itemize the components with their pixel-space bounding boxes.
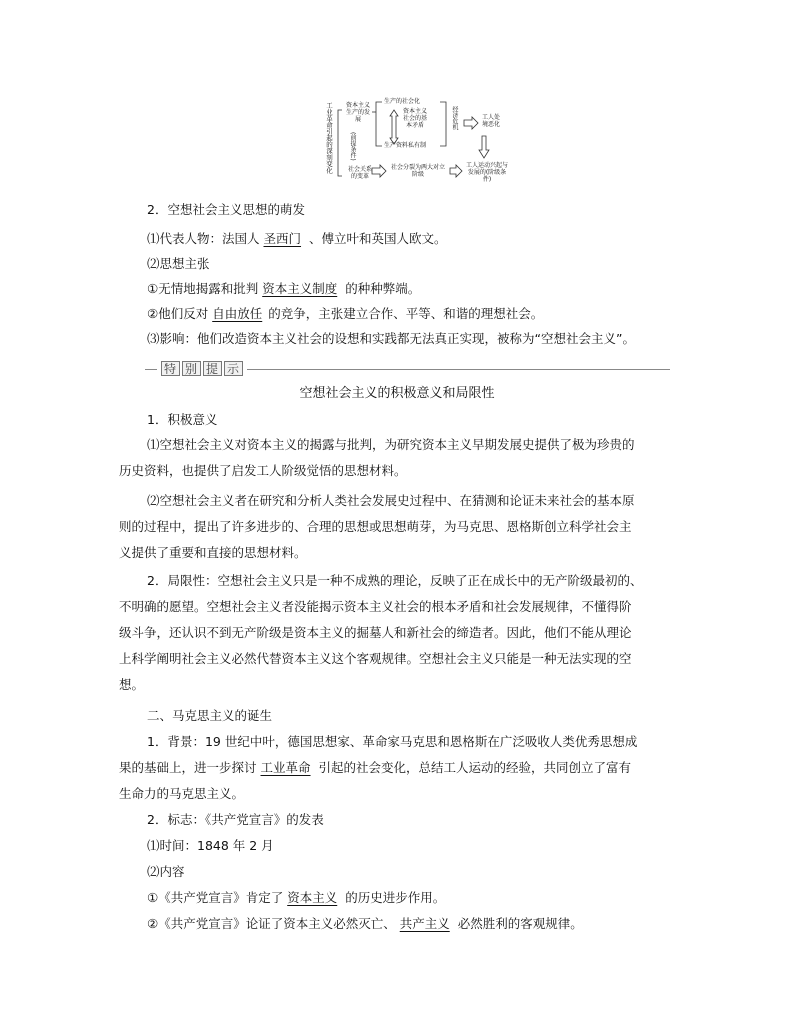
tip-paragraph: 义提供了重要和直接的思想材料。 xyxy=(119,545,307,560)
tip-paragraph: 历史资料，也提供了启发工人阶级觉悟的思想材料。 xyxy=(119,463,407,478)
text: ①《共产党宣言》肯定了 xyxy=(147,890,284,905)
text: ②《共产党宣言》论证了资本主义必然灭亡、 xyxy=(147,916,396,931)
tip-limitations: 上科学阐明社会主义必然代替资本主义这个客观规律。空想社会主义只能是一种无法实现的空 xyxy=(119,651,632,666)
section-heading: 2．空想社会主义思想的萌发 xyxy=(147,202,305,217)
diagram-classes: 社会分裂为两大对立阶级 xyxy=(390,164,445,178)
text: 的历史进步作用。 xyxy=(345,890,446,905)
time-line: ⑴时间：1848 年 2 月 xyxy=(147,838,274,853)
tip-limitations: 级斗争，还认识不到无产阶级是资本主义的掘墓人和新社会的缔造者。因此，他们不能从理论 xyxy=(119,625,632,640)
tip-tag-char: 示 xyxy=(224,361,243,376)
diagram-vertical-label: 工业革命引起的深刻变化 xyxy=(325,102,333,174)
diagram-socialization: 生产的社会化 xyxy=(384,98,421,105)
text: 引起的社会变化，总结工人运动的经验，共同创立了富有 xyxy=(318,760,632,775)
diagram-productive: 资本主义生产的发展 xyxy=(346,102,371,123)
tip-limitations: 想。 xyxy=(119,677,145,692)
manifesto-point-1 xyxy=(147,889,445,907)
tip-heading-positive: 1．积极意义 xyxy=(147,412,218,427)
diagram-movement: 工人运动兴起与发展的(阶级条件) xyxy=(466,162,509,183)
fill-blank: 资本主义制度 xyxy=(262,281,338,296)
tip-tag xyxy=(157,361,247,376)
fill-blank: 工业革命 xyxy=(260,760,311,775)
text: 的竞争，主张建立合作、平等、和谐的理想社会。 xyxy=(268,306,544,321)
diagram-private: 生产资料私有制 xyxy=(384,142,427,149)
diagram-contradiction: 资本主义社会的基本矛盾 xyxy=(402,108,427,129)
mark-heading: 2．标志：《共产党宣言》的发表 xyxy=(147,812,324,827)
paragraph-point-2 xyxy=(147,305,543,323)
paragraph-representatives xyxy=(147,230,447,248)
text: 必然胜利的客观规律。 xyxy=(457,916,583,931)
tip-limitations: 2．局限性：空想社会主义只是一种不成熟的理论，反映了正在成长中的无产阶级最初的、 xyxy=(147,573,643,588)
content-line: ⑵内容 xyxy=(147,864,185,879)
text: 果的基础上，进一步探讨 xyxy=(119,760,257,775)
diagram-crisis: 经济危机 xyxy=(451,106,458,130)
text: ②他们反对 xyxy=(147,306,209,321)
diagram-premise: (前提条件) xyxy=(349,132,356,161)
paragraph-ideas: ⑵思想主张 xyxy=(147,256,210,271)
flow-diagram xyxy=(320,98,510,190)
fill-blank: 资本主义 xyxy=(287,890,338,905)
fill-blank: 自由放任 xyxy=(212,306,263,321)
section-heading: 二、马克思主义的诞生 xyxy=(147,708,273,723)
background-paragraph: 生命力的马克思主义。 xyxy=(119,786,245,801)
text: ⑴代表人物：法国人 xyxy=(147,231,260,246)
tip-paragraph: 则的过程中，提出了许多进步的、合理的思想或思想萌芽，为马克思、恩格斯创立科学社会主 xyxy=(119,519,632,534)
paragraph-point-1 xyxy=(147,280,420,298)
paragraph-influence: ⑶影响：他们改造资本主义社会的设想和实践都无法真正实现，被称为“空想社会主义”。 xyxy=(147,331,635,346)
diagram-social-relations: 社会关系的变革 xyxy=(348,166,373,180)
tip-tag-char: 特 xyxy=(161,361,180,376)
text: 的种种弊端。 xyxy=(345,281,421,296)
tip-paragraph: ⑵空想社会主义者在研究和分析人类社会发展史过程中、在猜测和论证未来社会的基本原 xyxy=(147,493,635,508)
tip-paragraph: ⑴空想社会主义对资本主义的揭露与批判，为研究资本主义早期发展史提供了极为珍贵的 xyxy=(147,437,635,452)
background-paragraph xyxy=(119,759,631,777)
text: ①无情地揭露和批判 xyxy=(147,281,259,296)
fill-blank: 共产主义 xyxy=(399,916,450,931)
tip-tag-char: 提 xyxy=(203,361,222,376)
tip-callout-bar xyxy=(145,361,670,377)
fill-blank: 圣西门 xyxy=(263,231,302,246)
tip-title: 空想社会主义的积极意义和局限性 xyxy=(299,386,495,401)
diagram-worsen: 工人处境恶化 xyxy=(481,114,500,128)
text: 、傅立叶和英国人欧文。 xyxy=(309,231,447,246)
tip-limitations: 不明确的愿望。空想社会主义者没能揭示资本主义社会的根本矛盾和社会发展规律，不懂得阶 xyxy=(119,599,632,614)
manifesto-point-2 xyxy=(147,915,583,933)
tip-tag-char: 别 xyxy=(182,361,201,376)
background-paragraph: 1．背景：19 世纪中叶，德国思想家、革命家马克思和恩格斯在广泛吸收人类优秀思想成 xyxy=(147,734,638,749)
